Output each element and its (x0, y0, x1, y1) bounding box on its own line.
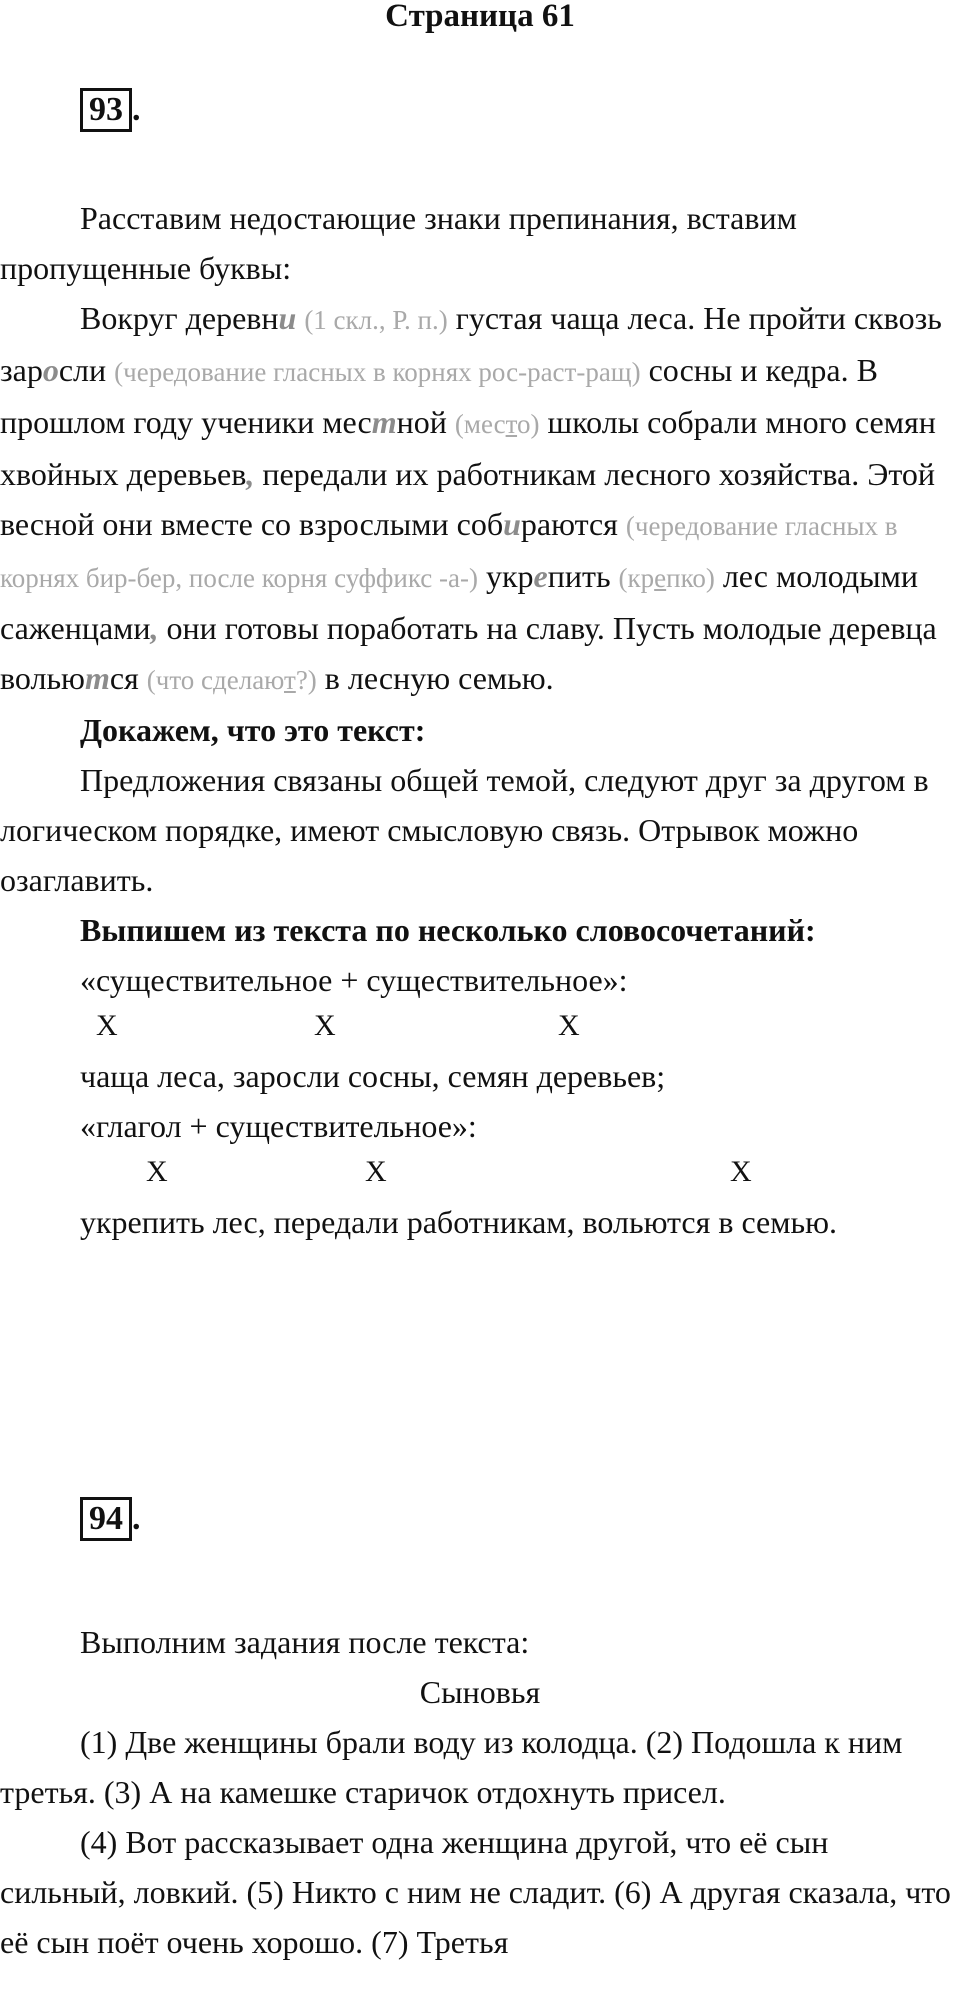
main-word-marks-row-1 (0, 1005, 960, 1051)
exercise-number-box: 93 (80, 88, 132, 132)
hint: (что сделают?) (146, 665, 317, 695)
main-word-mark: Х (146, 1155, 168, 1188)
page-title: Страница 61 (385, 0, 575, 34)
pattern-verb-noun: «глагол + существительное»: (80, 1108, 477, 1144)
main-word-marks-row-2 (0, 1151, 960, 1197)
exercise-93-number: 93 . (80, 88, 141, 132)
hint: (чередование гласных в корнях бир-бер, после корня суффикс -а-) (0, 511, 898, 593)
inserted-letter: о (42, 352, 59, 388)
exercise-94-number: 94 . (80, 1497, 141, 1541)
prove-text: Предложения связаны общей темой, следуют друг за другом в логическом порядке, имеют смысловую связь. Отрывок можно озаглавить. (0, 762, 929, 898)
inserted-letter: и (503, 506, 521, 542)
write-heading: Выпишем из текста по несколько словосочетаний: (80, 912, 816, 948)
exercise-93-text: Вокруг деревни (1 скл., Р. п.) густая чаща леса. Не пройти сквозь заросли (чередование гласных в корнях рос-раст-ращ) сосны и кедра. В прошлом году ученики местной (место) школы собрали много семян хвойных деревьев, передали их работникам лесного хозяйства. Этой весной они вместе со взрослыми собираются (чередование гласных в корнях бир-бер, после корня суффикс -а-) укрепить (крепко) лес молодыми саженцами, они готовы поработать на славу. Пусть молодые деревца вольются (что сделают?) в лесную семью. (0, 300, 942, 696)
inserted-letter: т (371, 404, 397, 440)
exercise-93-body (0, 193, 960, 1247)
hint: (место) (454, 409, 540, 439)
inserted-comma: , (150, 610, 159, 646)
main-word-mark: Х (558, 1009, 580, 1042)
hint: (чередование гласных в корнях рос-раст-ращ) (114, 357, 641, 387)
story-paragraph-1: (1) Две женщины брали воду из колодца. (2) Подошла к ним третья. (3) А на камешке старичок отдохнуть присел. (0, 1724, 903, 1810)
main-word-mark: Х (314, 1009, 336, 1042)
hint: (крепко) (618, 563, 715, 593)
pattern-noun-noun: «существительное + существительное»: (80, 962, 628, 998)
exercise-94-intro: Выполним задания после текста: (80, 1624, 530, 1660)
inserted-letter: т (84, 660, 110, 696)
main-word-mark: Х (96, 1009, 118, 1042)
phrases-verb-noun: укрепить лес, передали работникам, вольются в семью. (80, 1204, 837, 1240)
exercise-93-intro: Расставим недостающие знаки препинания, вставим пропущенные буквы: (0, 200, 797, 286)
main-word-mark: Х (365, 1155, 387, 1188)
phrases-noun-noun: чаща леса, заросли сосны, семян деревьев; (80, 1058, 666, 1094)
exercise-94-body (0, 1617, 960, 1967)
exercise-number-box: 94 (80, 1497, 132, 1541)
prove-heading: Докажем, что это текст: (80, 712, 426, 748)
story-title: Сыновья (419, 1674, 541, 1710)
inserted-comma: , (246, 456, 255, 492)
inserted-letter: и (278, 300, 297, 336)
story-paragraph-2: (4) Вот рассказывает одна женщина другой, что её сын сильный, ловкий. (5) Никто с ним не сладит. (6) А другая сказала, что её сын поёт очень хорошо. (7) Третья (0, 1824, 951, 1960)
main-word-mark: Х (730, 1155, 752, 1188)
hint: (1 скл., Р. п.) (304, 305, 448, 335)
inserted-letter: е (533, 558, 548, 594)
